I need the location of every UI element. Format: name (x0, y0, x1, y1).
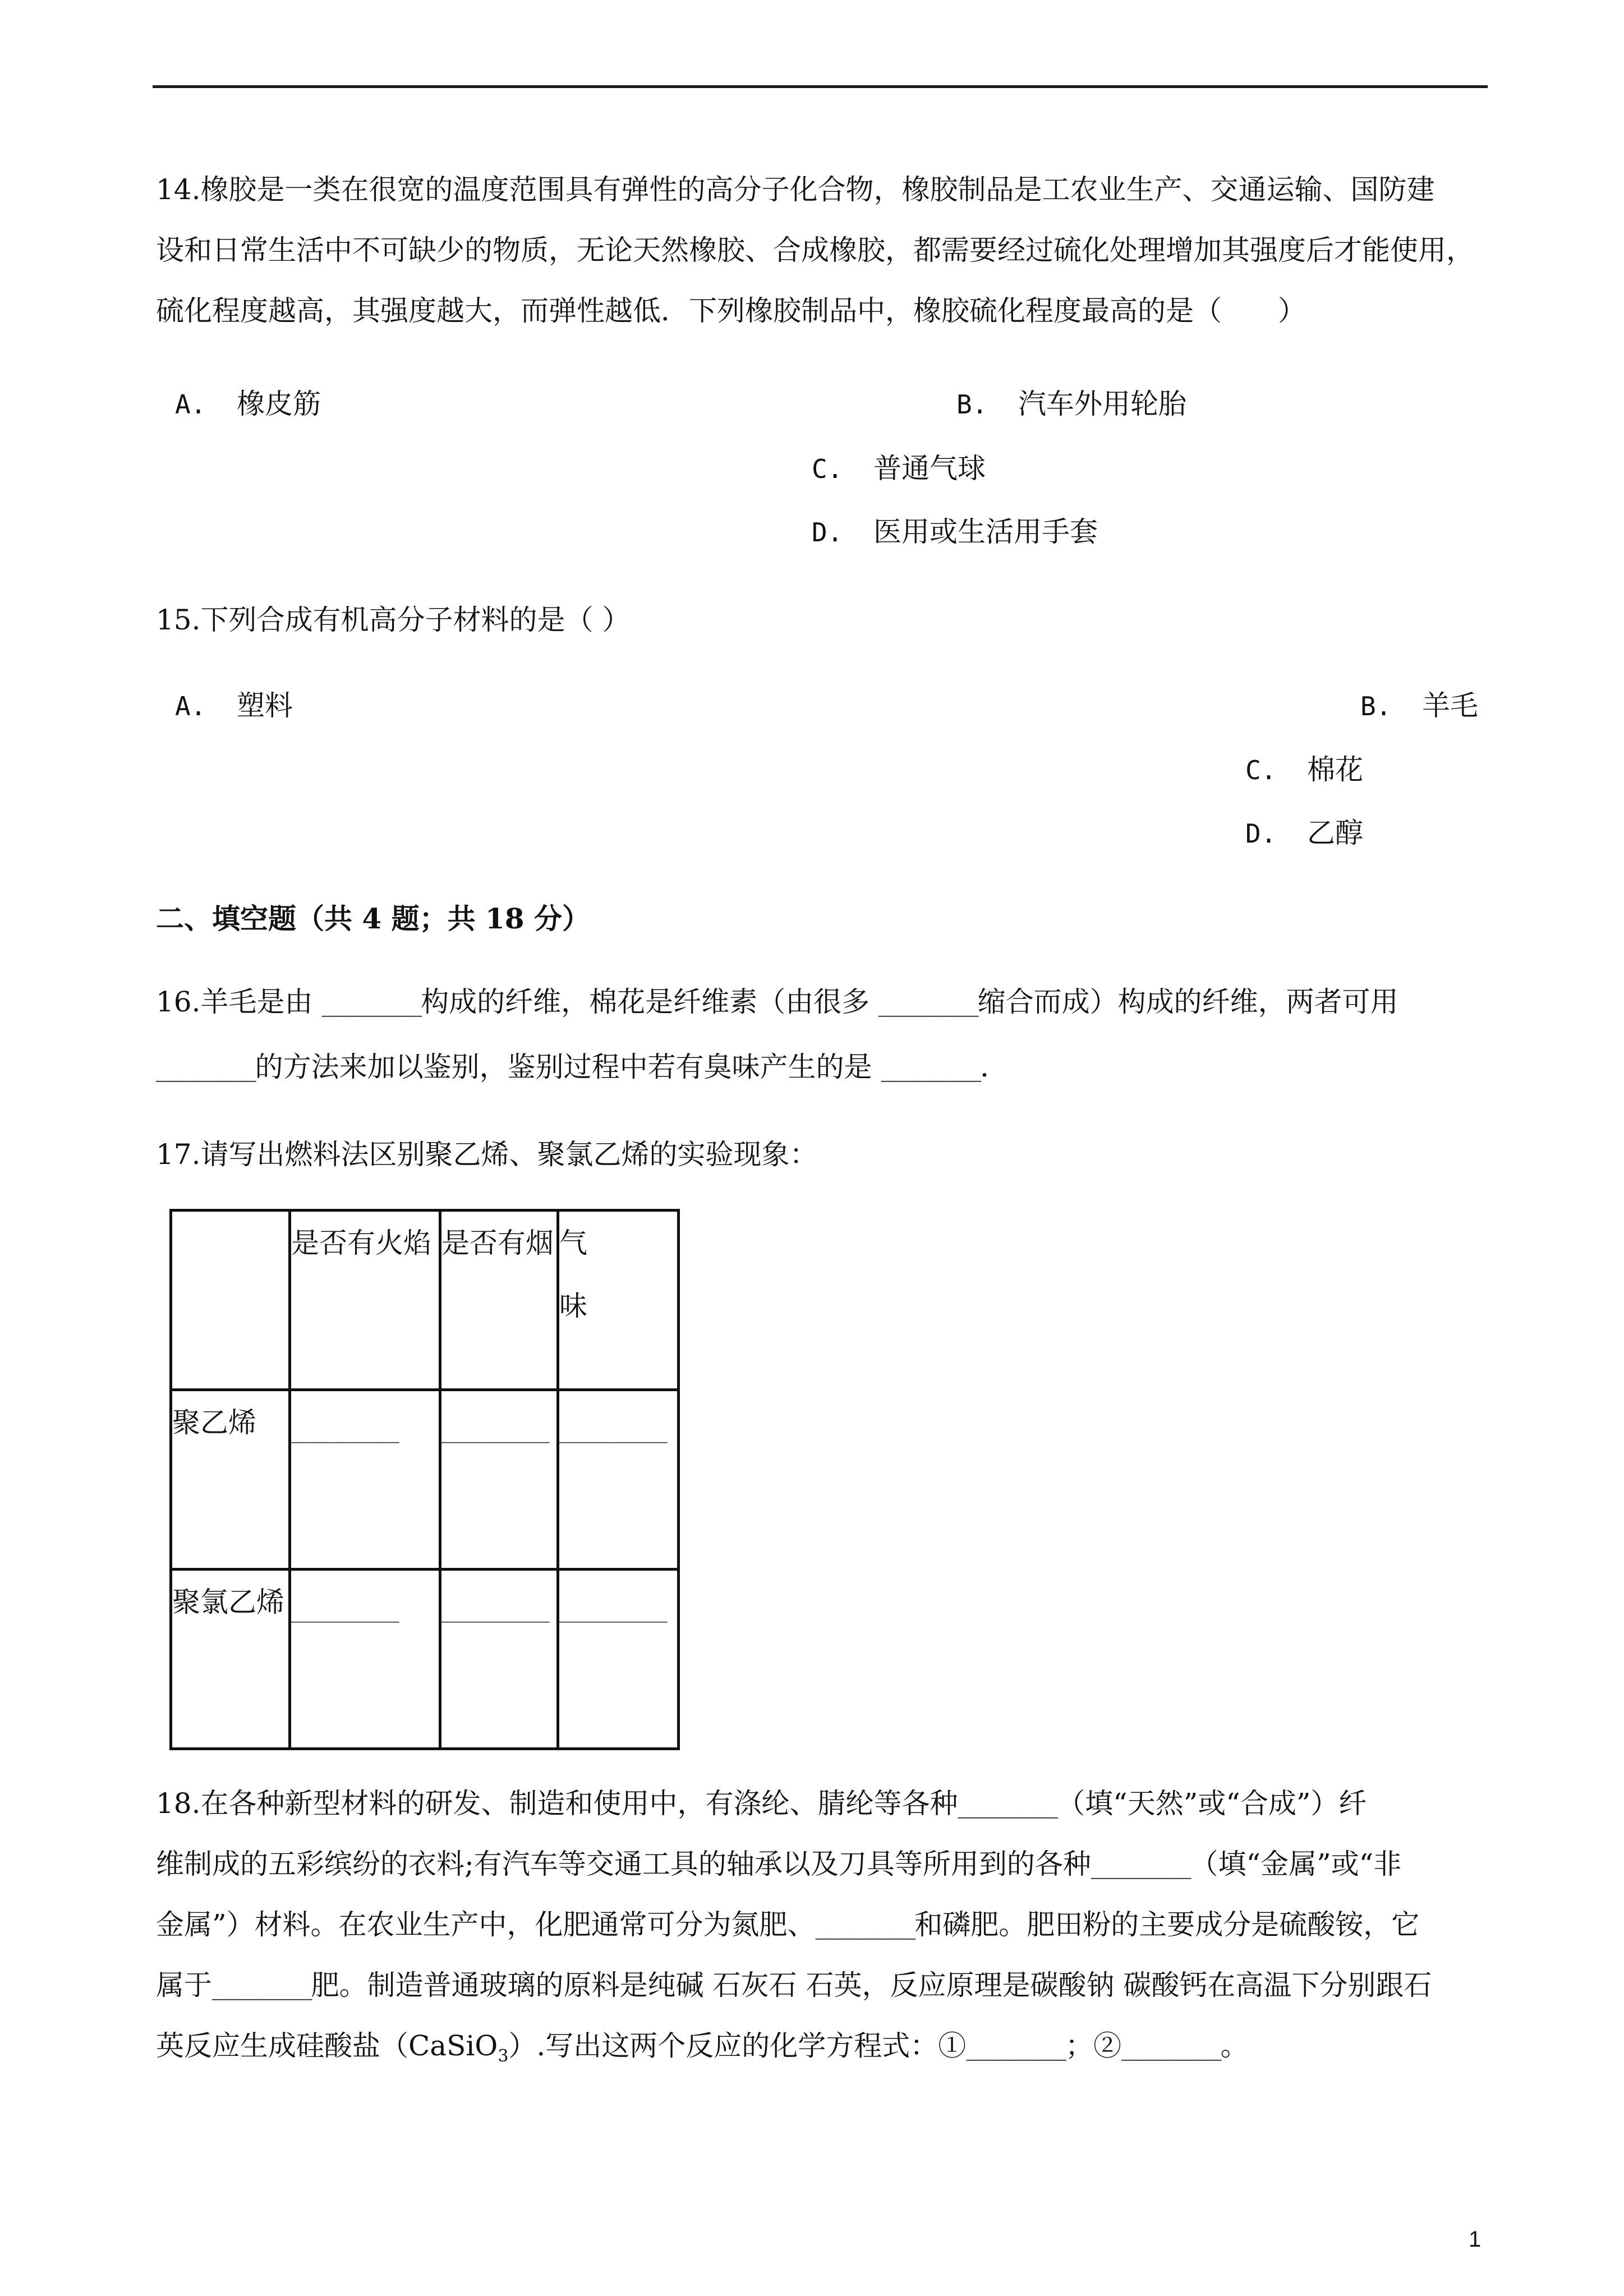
option-text: 塑料 (237, 689, 293, 722)
q18-text: 金属”）材料。在农业生产中，化肥通常可分为氮肥、 (156, 1908, 816, 1941)
q18-text: （填“金属”或“非 (1190, 1848, 1402, 1880)
option-text: 棉花 (1307, 753, 1363, 786)
table-answer-cell[interactable] (440, 1390, 558, 1570)
q18-line-1 (156, 1787, 1367, 1823)
q14-option-a[interactable] (175, 387, 321, 421)
q18-text: ；② (1065, 2030, 1121, 2062)
answer-blank[interactable]: ________ (212, 1975, 311, 2000)
answer-blank[interactable]: ________ (441, 1418, 550, 1443)
q14-option-b[interactable] (956, 387, 1186, 421)
option-text: 橡皮筋 (237, 388, 321, 420)
header-rule (153, 85, 1488, 88)
q18-text: 肥。制造普通玻璃的原料是纯碱 石灰石 石英，反应原理是碳酸钠 碳酸钙在高温下分别跟石 (311, 1969, 1432, 2001)
q15-option-d[interactable] (1245, 816, 1363, 850)
answer-blank[interactable]: ________ (559, 1418, 668, 1443)
q18-line-2 (156, 1847, 1401, 1883)
q18-text: （填“天然”或“合成”）纤 (1057, 1787, 1367, 1820)
option-text: 汽车外用轮胎 (1018, 388, 1186, 420)
q18-text: 和磷肥。肥田粉的主要成分是硫酸铵，它 (914, 1908, 1420, 1941)
option-letter: D. (812, 517, 843, 547)
header-text: 气味 (559, 1227, 587, 1322)
option-letter: C. (1245, 755, 1277, 785)
option-letter: B. (956, 389, 988, 420)
q16-line-1 (156, 985, 1398, 1021)
option-letter: D. (1245, 818, 1277, 849)
answer-blank[interactable]: ________ (1091, 1853, 1190, 1879)
q18-line-4 (156, 1968, 1432, 2004)
q18-line-3 (156, 1908, 1419, 1944)
q16-text: 构成的纤维，棉花是纤维素（由很多 (421, 986, 878, 1018)
option-letter: C. (812, 454, 843, 484)
row-name: 聚氯乙烯 (172, 1586, 284, 1618)
q14-option-d[interactable] (812, 515, 1098, 549)
q18-text: ）.写出这两个反应的化学方程式：① (508, 2030, 967, 2062)
option-text: 乙醇 (1307, 817, 1363, 849)
option-text: 普通气球 (873, 452, 986, 485)
answer-blank[interactable]: ________ (881, 1056, 981, 1082)
option-letter: A. (175, 691, 206, 721)
table-corner-cell (171, 1211, 290, 1390)
q15-option-a[interactable] (175, 689, 293, 723)
section-heading: 二、填空题（共 4 题；共 18 分） (156, 902, 590, 935)
answer-blank[interactable]: ________ (291, 1418, 399, 1443)
answer-blank[interactable]: ________ (878, 991, 978, 1017)
answer-blank[interactable]: ________ (559, 1597, 668, 1623)
option-letter: A. (175, 389, 206, 420)
q18-line-5 (156, 2029, 1249, 2073)
q18-text: 属于 (156, 1969, 212, 2001)
header-text: 是否有烟 (441, 1227, 554, 1259)
q16-text: ． (980, 1051, 1009, 1083)
answer-blank[interactable]: ________ (815, 1914, 915, 1940)
table-row-label (171, 1570, 290, 1749)
q14-option-c[interactable] (812, 452, 986, 486)
page-number: 1 (1469, 2227, 1482, 2252)
table-answer-cell[interactable] (558, 1390, 679, 1570)
option-text: 医用或生活用手套 (873, 516, 1098, 548)
answer-blank[interactable]: ________ (958, 1793, 1057, 1819)
table-answer-cell[interactable] (290, 1570, 440, 1749)
q14-line-3: 硫化程度越高，其强度越大，而弹性越低．下列橡胶制品中，橡胶硫化程度最高的是（ ） (156, 295, 1306, 327)
option-text: 羊毛 (1422, 689, 1478, 722)
answer-blank[interactable]: ________ (1121, 2035, 1221, 2061)
q17-line-1: 17.请写出燃料法区别聚乙烯、聚氯乙烯的实验现象： (156, 1138, 818, 1171)
answer-blank[interactable]: ________ (321, 991, 421, 1017)
header-text: 是否有火焰 (291, 1227, 431, 1259)
q15-line-1: 15.下列合成有机高分子材料的是（ ） (156, 604, 631, 636)
q14-line-2: 设和日常生活中不可缺少的物质，无论天然橡胶、合成橡胶，都需要经过硫化处理增加其强度后才能使用， (156, 234, 1474, 266)
answer-blank[interactable]: ________ (291, 1597, 399, 1623)
table-answer-cell[interactable] (290, 1390, 440, 1570)
q16-text: 16.羊毛是由 (156, 986, 322, 1018)
q15-option-b[interactable] (1360, 689, 1478, 723)
table-header-odor (558, 1211, 679, 1390)
q16-line-2 (156, 1050, 1008, 1086)
answer-blank[interactable]: ________ (966, 2035, 1065, 2061)
q14-line-1: 14.橡胶是一类在很宽的温度范围具有弹性的高分子化合物，橡胶制品是工农业生产、交通运输、国防建 (156, 173, 1435, 206)
q18-text: 18.在各种新型材料的研发、制造和使用中，有涤纶、腈纶等各种 (156, 1787, 958, 1820)
table-answer-cell[interactable] (440, 1570, 558, 1749)
table-answer-cell[interactable] (558, 1570, 679, 1749)
table-header-smoke (440, 1211, 558, 1390)
q16-text: 的方法来加以鉴别，鉴别过程中若有臭味产生的是 (255, 1051, 881, 1083)
q16-text: 缩合而成）构成的纤维，两者可用 (977, 986, 1398, 1018)
table-row-label (171, 1390, 290, 1570)
q18-text: 维制成的五彩缤纷的衣料;有汽车等交通工具的轴承以及刀具等所用到的各种 (156, 1848, 1091, 1880)
q18-text: 。 (1220, 2030, 1249, 2062)
answer-blank[interactable]: ________ (156, 1056, 255, 1082)
option-letter: B. (1360, 691, 1392, 721)
subscript: 3 (498, 2046, 509, 2066)
table-header-flame (290, 1211, 440, 1390)
q18-text: 英反应生成硅酸盐（CaSiO (156, 2030, 498, 2062)
answer-blank[interactable]: ________ (441, 1597, 550, 1623)
q15-option-c[interactable] (1245, 753, 1363, 787)
q17-table (169, 1209, 680, 1750)
row-name: 聚乙烯 (172, 1406, 256, 1439)
